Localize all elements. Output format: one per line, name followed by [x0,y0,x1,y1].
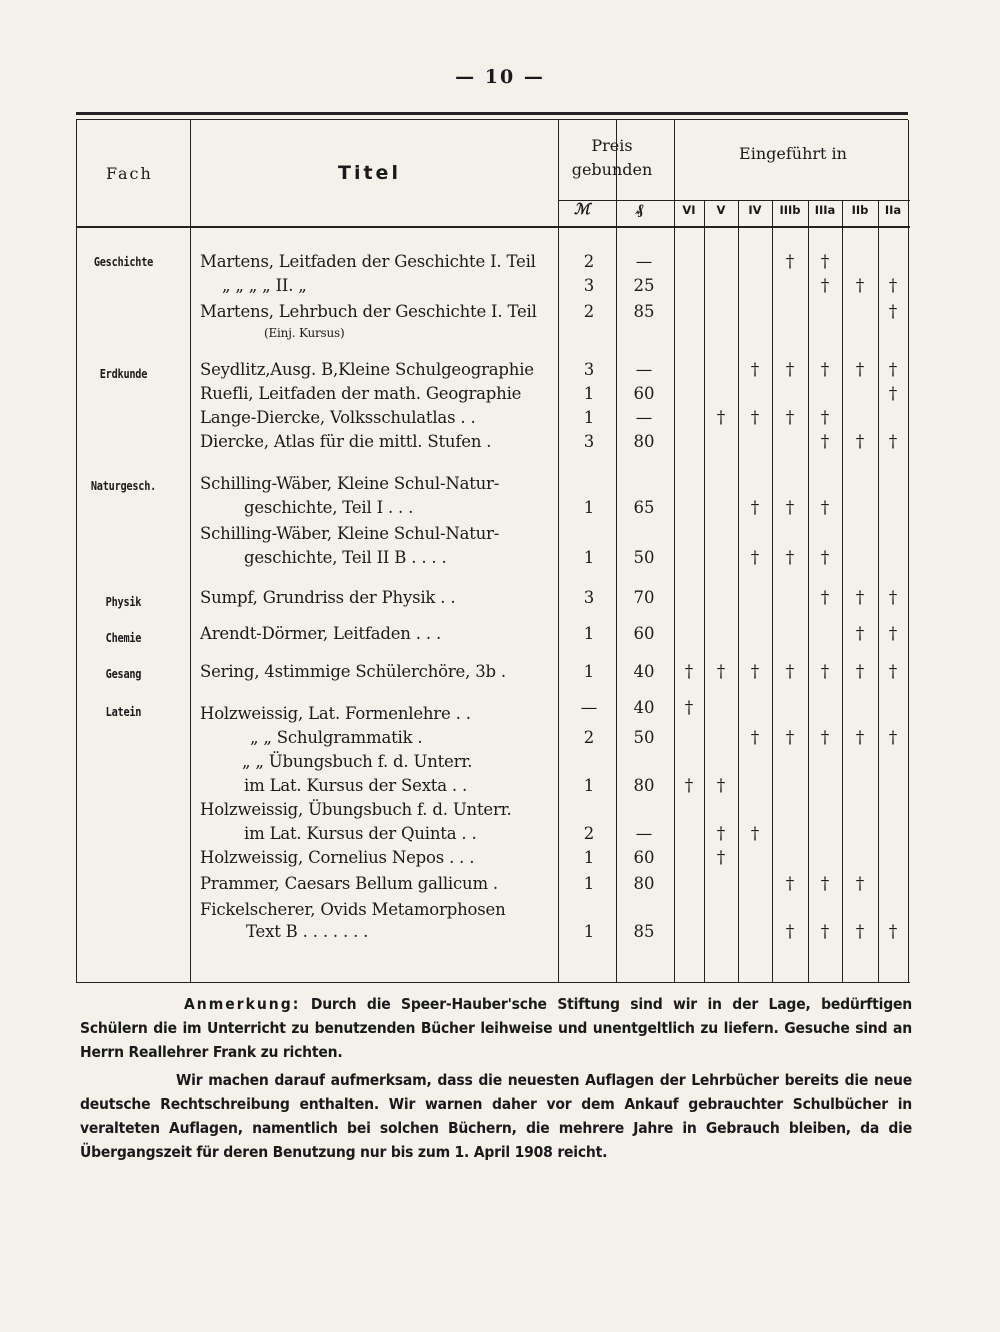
note-text-1: Durch die Speer-Hauber'sche Stiftung sind wir in der Lage, bedürftigen Schülern die im Unterricht zu benutzenden Bücher leihweise und unentgeltlich zu liefern. Gesuche sind an Herrn Reallehrer Frank zu richten. [80,995,912,1061]
price-pfennig: — [635,252,653,271]
price-mark: 1 [583,408,595,427]
subject-physik: Physik [105,594,142,609]
price-mark: 1 [583,922,595,941]
price-mark: 2 [583,302,595,321]
unit-mark: ℳ [574,200,591,218]
grade-marker: † [785,252,795,272]
grade-marker: † [750,548,760,568]
book-title: im Lat. Kursus der Sexta . . [244,776,468,795]
book-title: Holzweissig, Lat. Formenlehre . . [200,704,471,723]
grade-marker: † [716,662,726,682]
price-pfennig: 70 [633,588,655,607]
subject-chemie: Chemie [105,630,142,645]
grade-marker: † [855,276,865,296]
note-paragraph-2 [80,1068,912,1164]
price-mark: 3 [583,588,595,607]
price-pfennig: — [635,360,653,379]
grade-header: IIIb [779,203,801,217]
book-title: Ruefli, Leitfaden der math. Geographie [200,384,522,403]
grade-marker: † [716,408,726,428]
book-title: geschichte, Teil I . . . [244,498,414,517]
header-preis-line2: gebunden [571,160,653,179]
book-title-note: (Einj. Kursus) [264,326,345,340]
price-pfennig: 50 [633,728,655,747]
grade-marker: † [888,588,898,608]
grade-marker: † [820,252,830,272]
grade-marker: † [855,360,865,380]
price-mark: 1 [583,498,595,517]
price-pfennig: 40 [633,662,655,681]
price-mark: 1 [583,874,595,893]
subject-gesang: Gesang [105,666,142,681]
grade-marker: † [888,662,898,682]
book-title: Martens, Lehrbuch der Geschichte I. Teil [200,302,537,321]
grade-marker: † [820,276,830,296]
page-number: — 10 — [455,66,545,88]
book-title: Seydlitz,Ausg. B,Kleine Schulgeographie [200,360,534,379]
grade-marker: † [750,408,760,428]
note-paragraph-1 [80,992,912,1064]
book-title: Martens, Leitfaden der Geschichte I. Teil [200,252,536,271]
grade-marker: † [716,776,726,796]
price-pfennig: 25 [633,276,655,295]
book-title: Fickelscherer, Ovids Metamorphosen [200,900,506,919]
grade-marker: † [820,548,830,568]
price-mark: 3 [583,360,595,379]
price-mark: 1 [583,384,595,403]
grade-marker: † [888,276,898,296]
grade-marker: † [855,588,865,608]
grade-marker: † [820,498,830,518]
book-title: Schilling-Wäber, Kleine Schul-Natur- [200,524,500,543]
grade-marker: † [785,922,795,942]
grade-marker: † [785,548,795,568]
price-pfennig: 60 [633,624,655,643]
grade-marker: † [820,360,830,380]
grade-marker: † [750,728,760,748]
book-title: „ „ Übungsbuch f. d. Unterr. [242,752,473,771]
price-pfennig: 85 [633,922,655,941]
book-title: geschichte, Teil II B . . . . [244,548,447,567]
price-mark: 1 [583,548,595,567]
grade-marker: † [888,384,898,404]
grade-marker: † [785,662,795,682]
book-title: „ „ Schulgrammatik . [250,728,423,747]
grade-marker: † [716,848,726,868]
header-fach: Fach [106,164,153,183]
grade-marker: † [855,874,865,894]
grade-marker: † [855,922,865,942]
subject-erdkunde: Erdkunde [99,366,148,381]
book-title: Holzweissig, Übungsbuch f. d. Unterr. [200,800,512,819]
grade-header: IIIa [814,203,836,217]
grade-marker: † [820,432,830,452]
grade-marker: † [716,824,726,844]
price-pfennig: 80 [633,874,655,893]
grade-marker: † [750,662,760,682]
price-pfennig: — [635,408,653,427]
grade-marker: † [855,728,865,748]
book-title: Diercke, Atlas für die mittl. Stufen . [200,432,492,451]
grade-marker: † [888,624,898,644]
price-pfennig: 65 [633,498,655,517]
grade-header: V [716,203,726,217]
price-pfennig: 60 [633,848,655,867]
book-title: „ „ „ „ II. „ [222,276,307,295]
price-mark: 2 [583,824,595,843]
book-title: Prammer, Caesars Bellum gallicum . [200,874,498,893]
grade-header: IIb [851,203,869,217]
grade-marker: † [750,498,760,518]
price-pfennig: 40 [633,698,655,717]
grade-header: VI [682,203,696,217]
price-pfennig: 85 [633,302,655,321]
price-mark: — [580,698,598,717]
header-preis-line1: Preis [591,136,633,155]
price-mark: 1 [583,776,595,795]
header-preis [558,134,666,182]
book-title: Sering, 4stimmige Schülerchöre, 3b . [200,662,506,681]
grade-marker: † [820,588,830,608]
grade-marker: † [888,922,898,942]
book-title: im Lat. Kursus der Quinta . . [244,824,477,843]
grade-marker: † [820,874,830,894]
textbook-table [76,120,910,983]
book-title: Holzweissig, Cornelius Nepos . . . [200,848,475,867]
grade-header: IIa [884,203,902,217]
book-title: Schilling-Wäber, Kleine Schul-Natur- [200,474,500,493]
grade-marker: † [785,360,795,380]
subject-latein: Latein [105,704,142,719]
grade-marker: † [888,302,898,322]
book-title: Arendt-Dörmer, Leitfaden . . . [200,624,441,643]
top-rule [76,112,908,115]
price-mark: 2 [583,728,595,747]
grade-marker: † [820,728,830,748]
price-mark: 3 [583,432,595,451]
book-title: Sumpf, Grundriss der Physik . . [200,588,456,607]
subject-naturgeschichte: Naturgesch. [90,478,157,493]
grade-marker: † [820,922,830,942]
grade-marker: † [785,728,795,748]
grade-marker: † [684,698,694,718]
grade-marker: † [684,662,694,682]
grade-marker: † [888,360,898,380]
grade-marker: † [820,662,830,682]
price-mark: 2 [583,252,595,271]
note-text-2: Wir machen darauf aufmerksam, dass die neuesten Auflagen der Lehrbücher bereits die neue deutsche Rechtschreibung enthalten. Wir warnen daher vor dem Ankauf gebrauchter Schulbücher in veralteten Auflagen, namentlich bei solchen Büchern, die mehrere Jahre in Gebrauch bleiben, da die Übergangszeit für deren Benutzung nur bis zum 1. April 1908 reicht. [80,1071,912,1161]
grade-marker: † [855,432,865,452]
grade-marker: † [888,432,898,452]
price-mark: 1 [583,624,595,643]
grade-header: IV [748,203,762,217]
price-mark: 1 [583,848,595,867]
price-pfennig: — [635,824,653,843]
price-pfennig: 60 [633,384,655,403]
grade-marker: † [785,408,795,428]
price-pfennig: 80 [633,432,655,451]
grade-marker: † [820,408,830,428]
grade-marker: † [855,662,865,682]
price-pfennig: 50 [633,548,655,567]
subject-geschichte: Geschichte [93,254,154,269]
header-titel: Titel [338,162,401,184]
price-mark: 3 [583,276,595,295]
note-label: Anmerkung: [184,995,301,1013]
grade-marker: † [785,498,795,518]
price-pfennig: 80 [633,776,655,795]
grade-marker: † [750,824,760,844]
grade-marker: † [855,624,865,644]
unit-pfennig: ₰ [636,200,644,218]
header-eingefuehrt: Eingeführt in [739,144,847,163]
grade-marker: † [684,776,694,796]
grade-marker: † [888,728,898,748]
price-mark: 1 [583,662,595,681]
book-title: Text B . . . . . . . [246,922,369,941]
grade-marker: † [785,874,795,894]
grade-marker: † [750,360,760,380]
book-title: Lange-Diercke, Volksschulatlas . . [200,408,476,427]
